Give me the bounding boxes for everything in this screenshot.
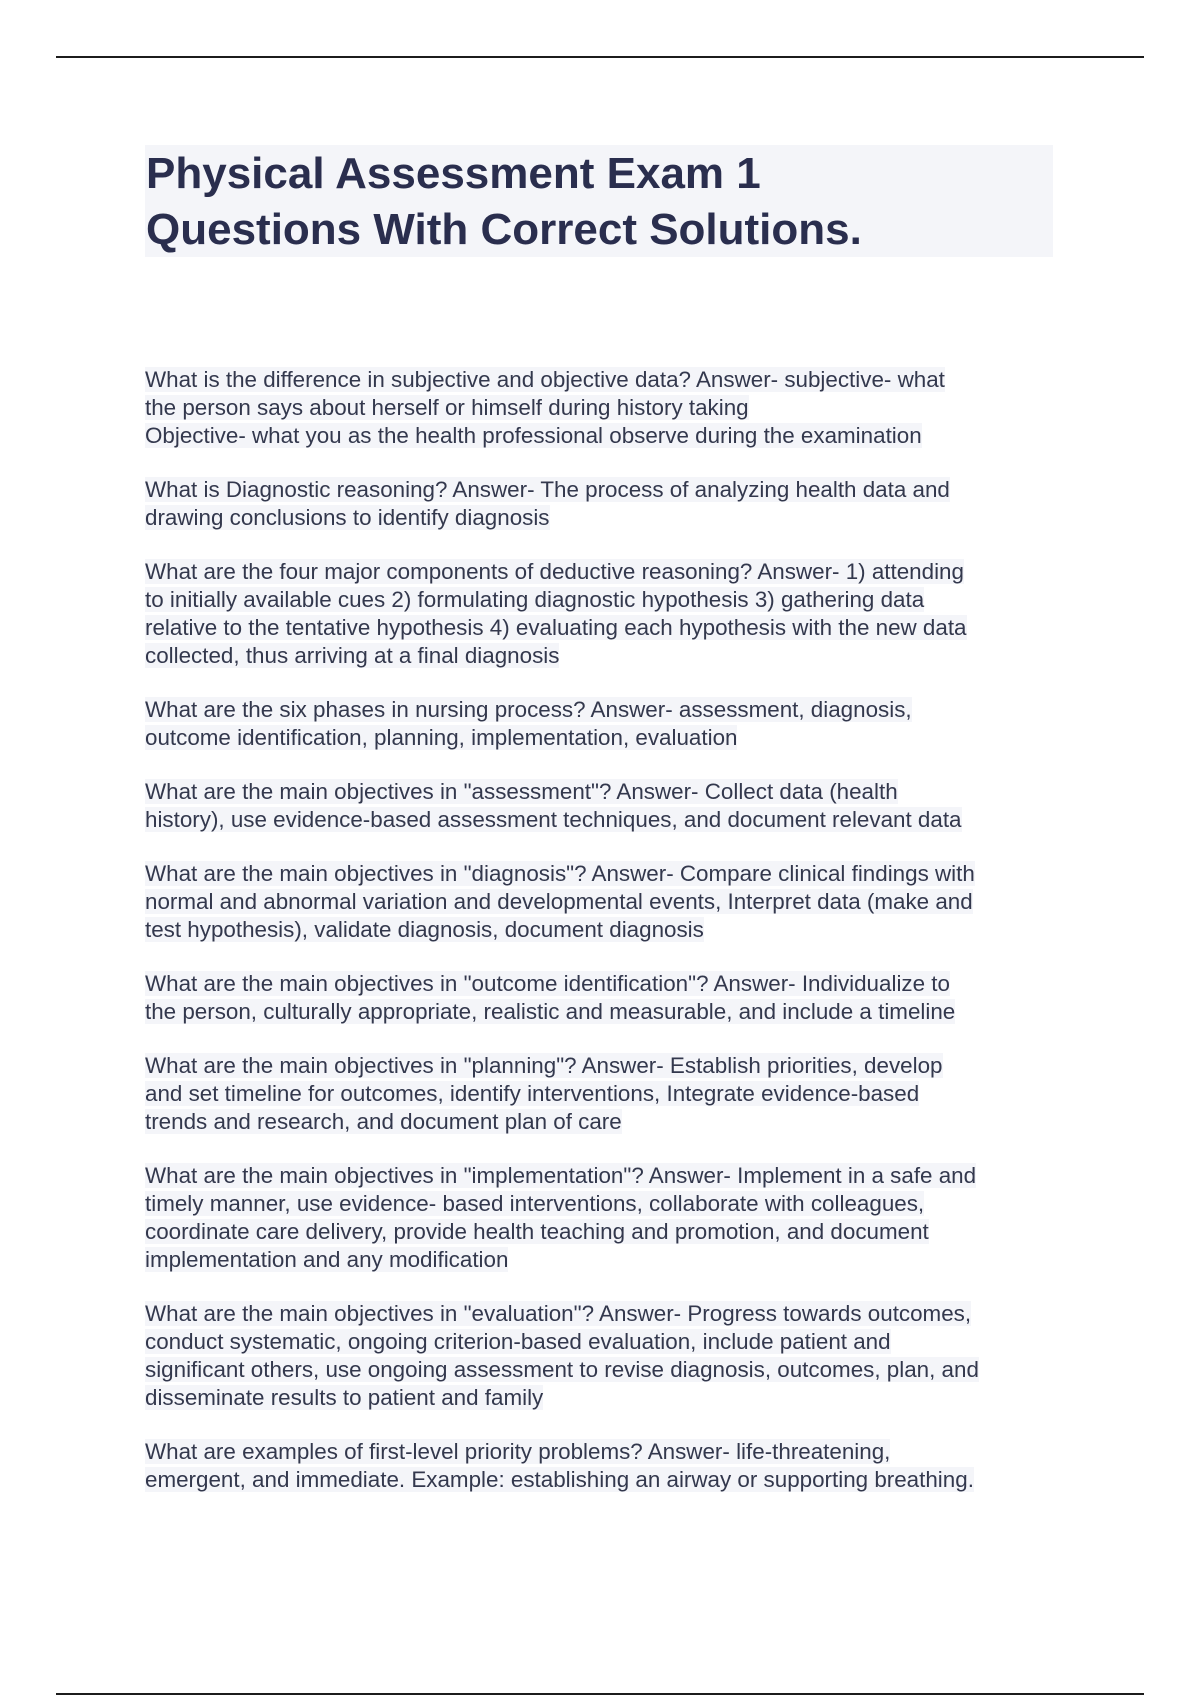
qa-line-text: test hypothesis), validate diagnosis, document diagnosis xyxy=(145,917,704,942)
qa-line xyxy=(145,916,1065,944)
qa-line xyxy=(145,1438,1065,1466)
qa-line-text: What is the difference in subjective and objective data? Answer- subjective- what xyxy=(145,367,945,392)
qa-line xyxy=(145,724,1065,752)
question-answer-list xyxy=(145,366,1065,1520)
qa-line-text: What are the six phases in nursing process? Answer- assessment, diagnosis, xyxy=(145,697,912,722)
qa-item xyxy=(145,1438,1065,1494)
qa-line xyxy=(145,778,1065,806)
qa-line-text: timely manner, use evidence- based interventions, collaborate with colleagues, xyxy=(145,1191,925,1216)
qa-line xyxy=(145,806,1065,834)
qa-line-text: What are the main objectives in "implementation"? Answer- Implement in a safe and xyxy=(145,1163,977,1188)
qa-line-text: drawing conclusions to identify diagnosis xyxy=(145,505,550,530)
qa-line-text: What are the main objectives in "diagnosis"? Answer- Compare clinical findings with xyxy=(145,861,975,886)
qa-line xyxy=(145,998,1065,1026)
title-line-2: Questions With Correct Solutions. xyxy=(146,205,862,254)
qa-line xyxy=(145,970,1065,998)
qa-line-text: What are the main objectives in "outcome identification"? Answer- Individualize to xyxy=(145,971,950,996)
qa-line xyxy=(145,1466,1065,1494)
qa-line xyxy=(145,504,1065,532)
qa-line-text: Objective- what you as the health professional observe during the examination xyxy=(145,423,922,448)
header-rule xyxy=(56,56,1144,58)
qa-line xyxy=(145,1218,1065,1246)
qa-line-text: What is Diagnostic reasoning? Answer- The process of analyzing health data and xyxy=(145,477,950,502)
qa-line-text: What are examples of first-level priority problems? Answer- life-threatening, xyxy=(145,1439,891,1464)
qa-line xyxy=(145,586,1065,614)
qa-line-text: outcome identification, planning, implementation, evaluation xyxy=(145,725,738,750)
qa-line xyxy=(145,888,1065,916)
qa-line xyxy=(145,1246,1065,1274)
qa-item xyxy=(145,558,1065,670)
qa-line-text: collected, thus arriving at a final diagnosis xyxy=(145,643,560,668)
qa-line-text: implementation and any modification xyxy=(145,1247,509,1272)
qa-line xyxy=(145,476,1065,504)
qa-line-text: history), use evidence-based assessment techniques, and document relevant data xyxy=(145,807,962,832)
qa-line xyxy=(145,1384,1065,1412)
qa-line-text: coordinate care delivery, provide health teaching and promotion, and document xyxy=(145,1219,929,1244)
qa-line-text: significant others, use ongoing assessment to revise diagnosis, outcomes, plan, and xyxy=(145,1357,979,1382)
qa-line-text: What are the main objectives in "planning"? Answer- Establish priorities, develop xyxy=(145,1053,943,1078)
qa-line xyxy=(145,1356,1065,1384)
qa-line xyxy=(145,1190,1065,1218)
qa-line xyxy=(145,366,1065,394)
qa-line-text: and set timeline for outcomes, identify interventions, Integrate evidence-based xyxy=(145,1081,920,1106)
qa-line xyxy=(145,394,1065,422)
qa-item xyxy=(145,970,1065,1026)
qa-line xyxy=(145,558,1065,586)
qa-item xyxy=(145,696,1065,752)
footer-rule xyxy=(56,1693,1144,1695)
qa-item xyxy=(145,1300,1065,1412)
qa-line xyxy=(145,1300,1065,1328)
qa-item xyxy=(145,366,1065,450)
qa-line xyxy=(145,642,1065,670)
title-line-1: Physical Assessment Exam 1 xyxy=(146,149,761,198)
qa-line-text: normal and abnormal variation and developmental events, Interpret data (make and xyxy=(145,889,973,914)
qa-line-text: conduct systematic, ongoing criterion-based evaluation, include patient and xyxy=(145,1329,891,1354)
qa-line-text: the person says about herself or himself during history taking xyxy=(145,395,749,420)
qa-item xyxy=(145,1162,1065,1274)
qa-line xyxy=(145,860,1065,888)
qa-line xyxy=(145,1052,1065,1080)
qa-line xyxy=(145,1108,1065,1136)
qa-line-text: What are the four major components of deductive reasoning? Answer- 1) attending xyxy=(145,559,964,584)
qa-line-text: What are the main objectives in "evaluation"? Answer- Progress towards outcomes, xyxy=(145,1301,972,1326)
qa-line xyxy=(145,422,1065,450)
qa-line-text: to initially available cues 2) formulating diagnostic hypothesis 3) gathering data xyxy=(145,587,925,612)
qa-line-text: trends and research, and document plan of care xyxy=(145,1109,622,1134)
qa-line xyxy=(145,1162,1065,1190)
qa-line xyxy=(145,1328,1065,1356)
qa-line-text: the person, culturally appropriate, realistic and measurable, and include a timeline xyxy=(145,999,956,1024)
qa-line-text: What are the main objectives in "assessment"? Answer- Collect data (health xyxy=(145,779,898,804)
document-title xyxy=(146,146,1046,258)
qa-item xyxy=(145,778,1065,834)
qa-line-text: relative to the tentative hypothesis 4) evaluating each hypothesis with the new data xyxy=(145,615,967,640)
qa-line-text: disseminate results to patient and family xyxy=(145,1385,544,1410)
qa-item xyxy=(145,476,1065,532)
qa-line xyxy=(145,614,1065,642)
qa-line xyxy=(145,696,1065,724)
qa-item xyxy=(145,1052,1065,1136)
qa-line-text: emergent, and immediate. Example: establishing an airway or supporting breathing. xyxy=(145,1467,974,1492)
qa-line xyxy=(145,1080,1065,1108)
qa-item xyxy=(145,860,1065,944)
